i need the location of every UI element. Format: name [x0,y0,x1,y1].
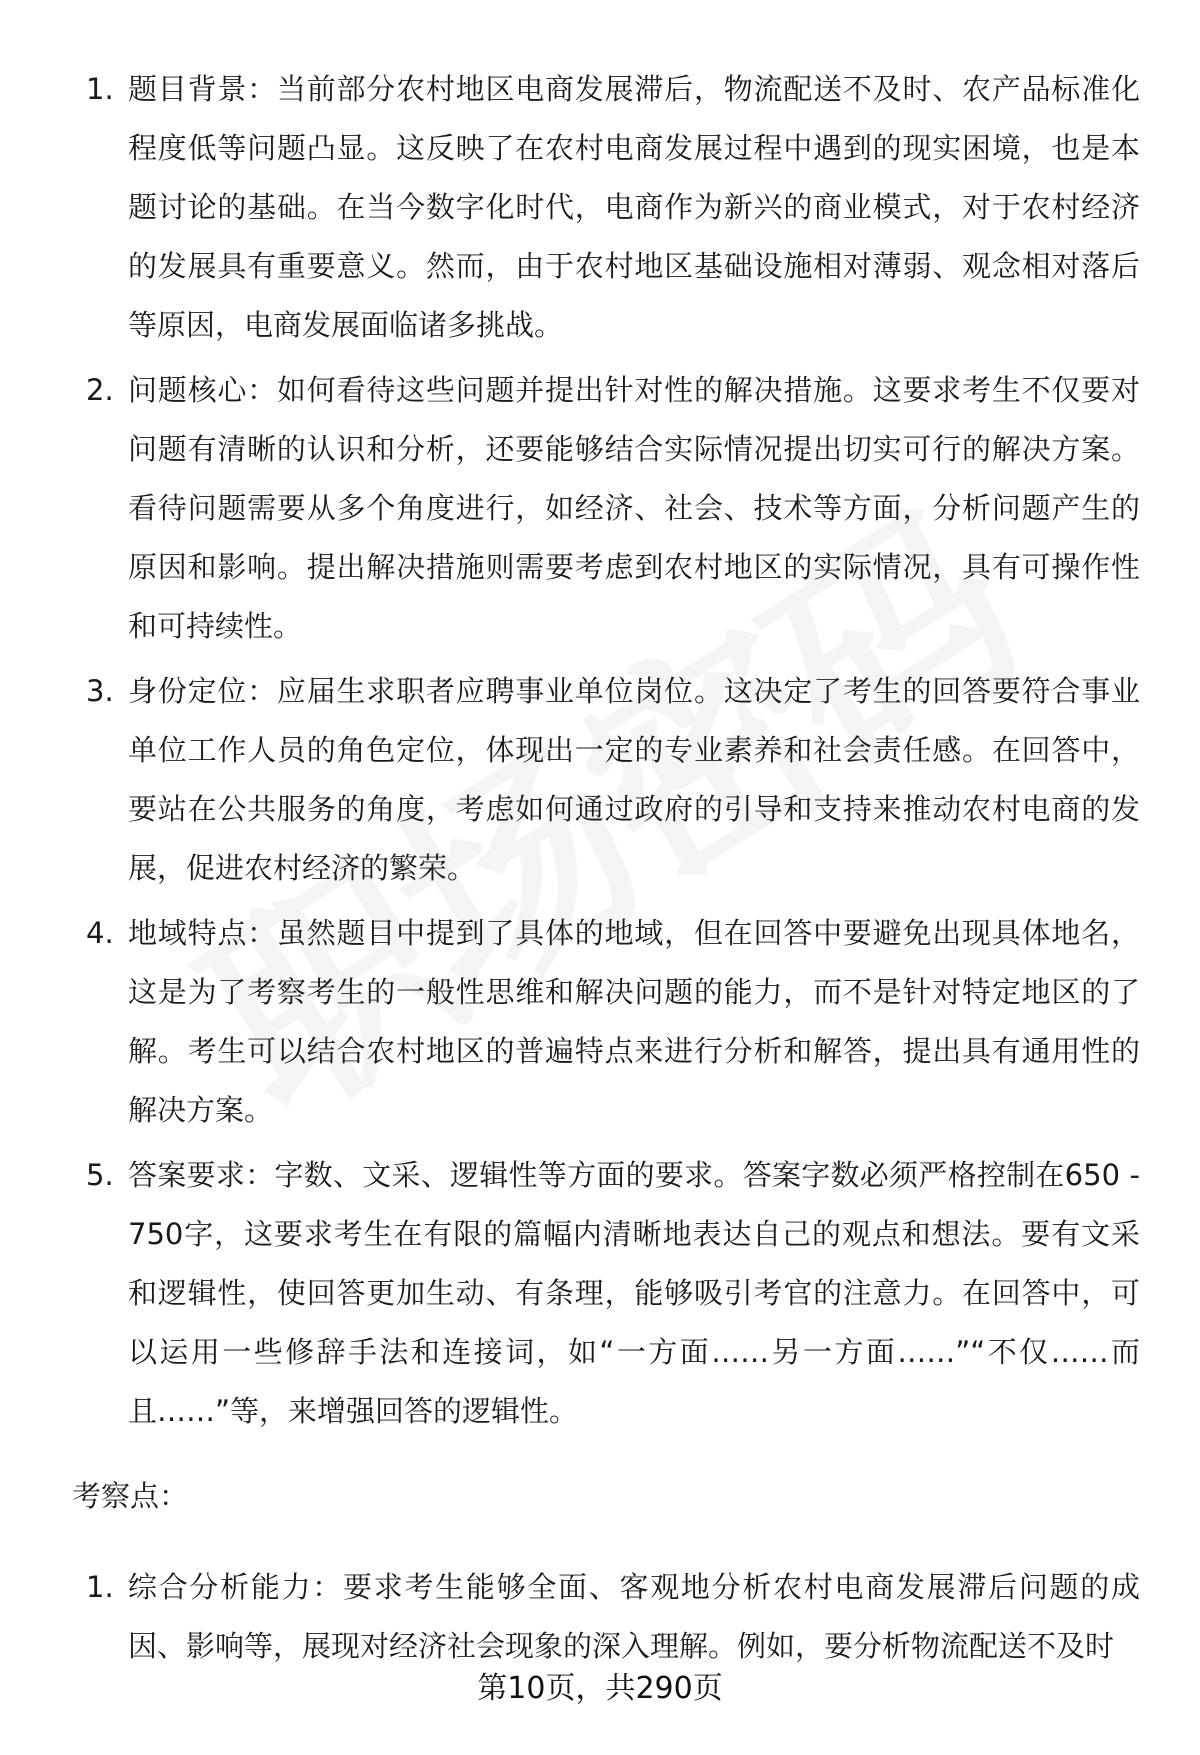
list-number: 4. [86,916,114,950]
list-text: 身份定位：应届生求职者应聘事业单位岗位。这决定了考生的回答要符合事业单位工作人员的角色定位，体现出一定的专业素养和社会责任感。在回答中，要站在公共服务的角度，考虑如何通过政府的引导和支持来推动农村电商的发展，促进农村经济的繁荣。 [128,674,1140,885]
list-text: 题目背景：当前部分农村地区电商发展滞后，物流配送不及时、农产品标准化程度低等问题凸显。这反映了在农村电商发展过程中遇到的现实困境，也是本题讨论的基础。在当今数字化时代，电商作为新兴的商业模式，对于农村经济的发展具有重要意义。然而，由于农村地区基础设施相对薄弱、观念相对落后等原因，电商发展面临诸多挑战。 [128,72,1140,342]
list-text: 综合分析能力：要求考生能够全面、客观地分析农村电商发展滞后问题的成因、影响等，展现对经济社会现象的深入理解。例如，要分析物流配送不及时 [128,1570,1140,1663]
list-text: 问题核心：如何看待这些问题并提出针对性的解决措施。这要求考生不仅要对问题有清晰的认识和分析，还要能够结合实际情况提出切实可行的解决方案。看待问题需要从多个角度进行，如经济、社会、技术等方面，分析问题产生的原因和影响。提出解决措施则需要考虑到农村地区的实际情况，具有可操作性和可持续性。 [128,373,1140,643]
list-number: 5. [86,1158,114,1192]
list-number: 3. [86,674,114,708]
list-item [0,361,1200,656]
list-number: 1. [86,1570,114,1604]
list-item [0,662,1200,898]
list-item [0,60,1200,355]
list-item [0,904,1200,1140]
list-item [0,1558,1200,1676]
assessment-list [0,1558,1200,1676]
list-text: 地域特点：虽然题目中提到了具体的地域，但在回答中要避免出现具体地名，这是为了考察考生的一般性思维和解决问题的能力，而不是针对特定地区的了解。考生可以结合农村地区的普遍特点来进行分析和解答，提出具有通用性的解决方案。 [128,916,1140,1127]
document-body [0,60,1200,1682]
background-list [0,60,1200,1441]
list-text: 答案要求：字数、文采、逻辑性等方面的要求。答案字数必须严格控制在650 - 750字，这要求考生在有限的篇幅内清晰地表达自己的观点和想法。要有文采和逻辑性，使回答更加生动、有条理，能够吸引考官的注意力。在回答中，可以运用一些修辞手法和连接词，如“一方面……另一方面……”“不仅……而且……”等，来增强回答的逻辑性。 [128,1158,1140,1428]
list-number: 1. [86,72,114,106]
list-item [0,1146,1200,1441]
section-title: 考察点： [72,1479,189,1513]
page-footer: 第10页，共290页 [477,1671,723,1706]
list-number: 2. [86,373,114,407]
